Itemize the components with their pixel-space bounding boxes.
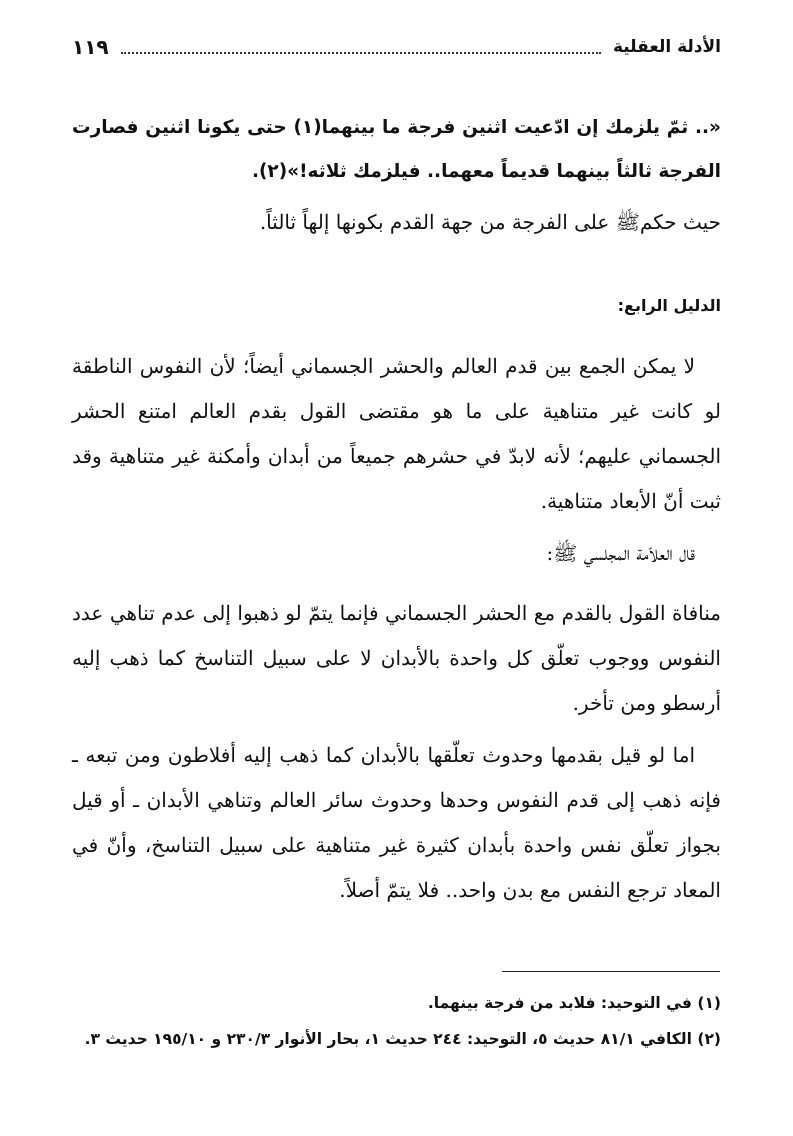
attribution-line: قال العلاّمة المجلسي ﷺ: <box>546 541 695 565</box>
paragraph-3: اما لو قيل بقدمها وحدوث تعلّقها بالأبدان كما ذهب إليه أفلاطون ومن تبعه ـ فإنه ذهب إلى قدم النفوس وحدها وحدوث سائر العالم وتناهي الأبدان ـ أو قيل بجواز تعلّق نفس واحدة بأبدان كثيرة غير متناهية على سبيل التناسخ، وأنّ في المعاد ترجع النفس مع بدن واحد.. فلا يتمّ أصلاً. <box>72 743 721 902</box>
footnote-separator <box>502 971 720 972</box>
running-title: الأدلة العقلية <box>612 37 721 57</box>
quoted-hadith: «.. ثمّ يلزمك إن ادّعيت اثنين فرجة ما بينهما(١) حتى يكونا اثنين فصارت الفرجة ثالثاً بينهما قديماً معهما.. فيلزمك ثلاثه!»(٢). <box>72 117 721 182</box>
section-heading: الدليل الرابع: <box>617 296 721 315</box>
quote-comment: حيث حكمﷺ على الفرجة من جهة القدم بكونها إلهاً ثالثاً. <box>259 210 721 234</box>
running-header <box>72 30 721 64</box>
footnote-2: (٢) الكافي ٨١/١ حديث ٥، التوحيد: ٢٤٤ حديث ١، بحار الأنوار ٢٣٠/٣ و ١٩٥/١٠ حديث ٣. <box>84 1030 721 1048</box>
paragraph-1: لا يمكن الجمع بين قدم العالم والحشر الجسماني أيضاً؛ لأن النفوس الناطقة لو كانت غير متناهية على ما هو مقتضى القول بقدم العالم امتنع الحشر الجسماني عليهم؛ لأنه لابدّ في حشرهم جميعاً من أبدان وأمكنة غير متناهية وقد ثبت أنّ الأبعاد متناهية. <box>72 354 721 513</box>
footnote-1: (١) في التوحيد: فلابد من فرجة بينهما. <box>427 994 721 1012</box>
dotted-leader <box>121 40 601 54</box>
page-number: ١١٩ <box>72 35 109 59</box>
paragraph-2: منافاة القول بالقدم مع الحشر الجسماني فإنما يتمّ لو ذهبوا إلى عدم تناهي عدد النفوس ووجوب تعلّق كل واحدة بالأبدان لا على سبيل التناسخ كما ذهب إليه أرسطو ومن تأخر. <box>72 601 721 715</box>
